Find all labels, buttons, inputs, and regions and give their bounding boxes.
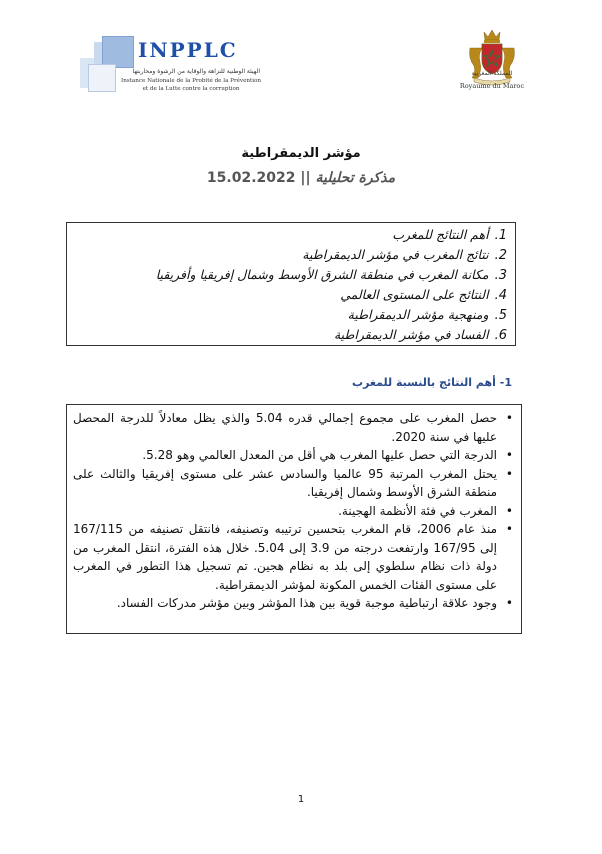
logo-name: INPPLC	[138, 38, 238, 62]
logo-french-line-1: Instance Nationale de la Probité de la Prévention	[120, 78, 262, 84]
list-item	[73, 465, 513, 502]
list-item	[73, 409, 513, 446]
list-item-text: منذ عام 2006، قام المغرب بتحسين ترتيبه وتصنيفه، فانتقل تصنيفه من 167/115 إلى 167/95 وارتفعت درجته من 3.9 إلى 5.04. خلال هذه الفترة، انتقل المغرب من دولة ذات نظام سلطوي إلى بلد به نظام هجين. تم تسجيل هذا التطور في المغرب على مستوى الفئات الخمس المكونة لمؤشر الديمقراطية.	[73, 522, 498, 592]
toc-item	[75, 305, 507, 325]
toc-item-label: نتائج المغرب في مؤشر الديمقراطية	[302, 247, 489, 262]
state-name-arabic: المملكة المغربية	[471, 70, 513, 77]
subtitle-date: 15.02.2022	[206, 170, 296, 186]
toc-item-number: 2.	[494, 248, 507, 263]
table-of-contents	[66, 222, 516, 346]
toc-item	[75, 225, 507, 245]
toc-item	[75, 265, 507, 285]
page-title: مؤشر الديمقراطية	[241, 146, 361, 161]
page-subtitle	[0, 170, 602, 186]
bullet-icon: •	[505, 448, 513, 462]
bullet-icon: •	[505, 596, 513, 610]
toc-item	[75, 245, 507, 265]
list-item-text: وجود علاقة ارتباطية موجبة قوية بين هذا المؤشر وبين مؤشر مدركات الفساد.	[116, 596, 497, 610]
logo-arabic-tagline: الهيئة الوطنية للنزاهة والوقاية من الرشوة ومحاربتها	[132, 68, 260, 75]
subtitle-label: مذكرة تحليلية	[315, 170, 396, 186]
toc-item-label: الفساد في مؤشر الديمقراطية	[333, 327, 489, 342]
list-item	[73, 594, 513, 613]
toc-item	[75, 325, 507, 345]
subtitle-separator: ||	[300, 170, 311, 186]
list-item-text: يحتل المغرب المرتبة 95 عالميا والسادس عشر على مستوى إفريقيا والثالث على منطقة الشرق الأوسط وشمال إفريقيا.	[73, 466, 497, 499]
list-item-text: حصل المغرب على مجموع إجمالي قدره 5.04 والذي يظل معادلاً للدرجة المحصل عليها في سنة 2020.	[73, 411, 497, 444]
toc-item-number: 4.	[494, 288, 507, 303]
toc-item	[75, 285, 507, 305]
toc-item-label: النتائج على المستوى العالمي	[340, 287, 489, 302]
list-item-text: المغرب في فئة الأنظمة الهجينة.	[338, 503, 497, 518]
toc-item-label: ومنهجية مؤشر الديمقراطية	[347, 307, 489, 322]
bullet-icon: •	[505, 466, 513, 481]
list-item	[73, 502, 513, 521]
bullet-icon: •	[505, 503, 513, 518]
toc-item-number: 1.	[494, 228, 507, 243]
section-heading: 1- أهم النتائج بالنسبة للمغرب	[352, 376, 512, 389]
toc-item-label: مكانة المغرب في منطقة الشرق الأوسط وشمال إفريقيا وأفريقيا	[155, 267, 489, 282]
bullet-icon: •	[505, 522, 513, 536]
bullet-icon: •	[505, 411, 513, 425]
page-number: 1	[297, 794, 305, 805]
findings-box	[66, 404, 522, 634]
toc-item-number: 6.	[494, 328, 507, 343]
list-item	[73, 446, 513, 465]
toc-item-label: أهم النتائج للمغرب	[392, 227, 489, 242]
toc-item-number: 3.	[494, 268, 507, 283]
logo-french-line-2: et de la Lutte contre la corruption	[142, 86, 240, 92]
list-item	[73, 520, 513, 594]
toc-item-number: 5.	[494, 308, 507, 323]
inpplc-logo	[80, 36, 270, 98]
list-item-text: الدرجة التي حصل عليها المغرب هي أقل من المعدل العالمي وهو 5.28.	[142, 448, 497, 462]
state-name-french: Royaume du Maroc	[459, 82, 525, 90]
